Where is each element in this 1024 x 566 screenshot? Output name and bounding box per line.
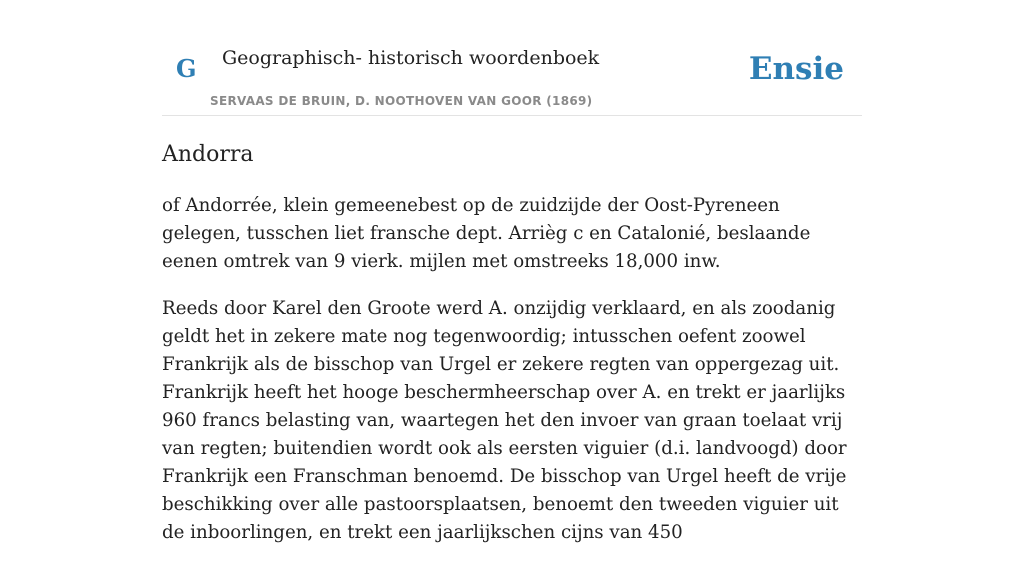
article-paragraph: Reeds door Karel den Groote werd A. onzijdig verklaard, en als zoodanig geldt het in zekere mate nog tegenwoordig; intusschen oefent zoowel Frankrijk als de bisschop van Urgel er zekere regten van oppergezag uit. Frankrijk heeft het hooge beschermheerschap over A. en trekt er jaarlijks 960 francs belasting van, waartegen het den invoer van graan toelaat vrij van regten; buitendien wordt ook als eersten viguier (d.i. landvoogd) door Frankrijk een Franschman benoemd. De bisschop van Urgel heeft de vrije beschikking over alle pastoorsplaatsen, benoemt den tweeden viguier uit de inboorlingen, en trekt een jaarlijkschen cijns van 450 — [162, 298, 847, 543]
book-authors: SERVAAS DE BRUIN, D. NOOTHOVEN VAN GOOR (1869) — [210, 94, 593, 108]
brand-logo-link[interactable]: Ensie — [748, 51, 844, 87]
article-title: Andorra — [162, 142, 254, 167]
book-title-link[interactable]: Geographisch- historisch woordenboek — [222, 47, 600, 69]
article — [162, 138, 862, 566]
book-letter-badge[interactable]: G — [176, 54, 197, 83]
book-header — [162, 0, 862, 116]
article-paragraph: of Andorrée, klein gemeenebest op de zuidzijde der Oost-Pyreneen gelegen, tusschen liet fransche dept. Arrièg c en Catalonié, beslaande eenen omtrek van 9 vierk. mijlen met omstreeks 18,000 inw. — [162, 195, 811, 272]
